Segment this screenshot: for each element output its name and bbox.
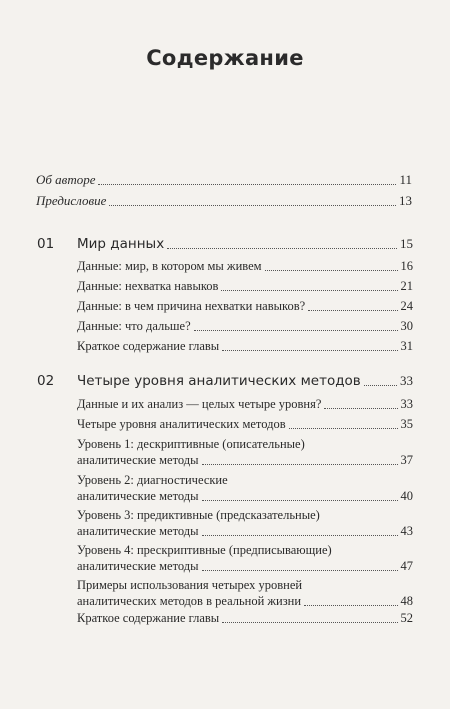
toc-entry-label: Об авторе <box>36 172 96 187</box>
leader-dots <box>98 183 396 185</box>
leader-dots <box>202 463 398 465</box>
leader-dots <box>202 499 398 501</box>
toc-page-number: 16 <box>400 259 413 273</box>
leader-dots <box>289 427 398 429</box>
leader-dots <box>221 289 397 291</box>
toc-section <box>77 472 413 504</box>
toc-entry-label: Данные: что дальше? <box>77 319 191 333</box>
toc-page-number: 33 <box>400 397 413 411</box>
leader-dots <box>167 247 397 249</box>
toc-page-number: 47 <box>400 559 413 573</box>
toc-page-number: 15 <box>400 236 413 251</box>
toc-entry-label: Данные и их анализ — целых четыре уровня? <box>77 397 322 411</box>
leader-dots <box>308 309 397 311</box>
toc-section <box>77 610 413 626</box>
toc-entry-label-line1: Уровень 1: дескриптивные (описательные) <box>77 437 305 451</box>
toc-section <box>77 318 413 334</box>
toc-entry-label-line2: аналитических методов в реальной жизни <box>77 594 302 608</box>
toc-section <box>77 258 413 274</box>
toc-entry-label-line2: аналитические методы <box>77 524 199 538</box>
toc-entry-label-line2: аналитические методы <box>77 489 199 503</box>
toc-entry-label-line1: Примеры использования четырех уровней <box>77 578 303 592</box>
chapter-title: Четыре уровня аналитических методов <box>77 373 361 389</box>
chapter-number: 01 <box>37 236 55 252</box>
toc-section <box>77 396 413 412</box>
toc-entry-label-line1: Уровень 2: диагностические <box>77 473 228 487</box>
toc-page-number: 35 <box>400 417 413 431</box>
toc-section <box>77 278 413 294</box>
toc-chapter-02 <box>37 373 413 389</box>
toc-entry-label: Краткое содержание главы <box>77 611 220 625</box>
toc-section <box>77 436 413 468</box>
leader-dots <box>222 621 397 623</box>
leader-dots <box>222 349 397 351</box>
chapter-number: 02 <box>37 373 55 389</box>
toc-section <box>77 416 413 432</box>
page-title: Содержание <box>146 46 304 70</box>
chapter-title: Мир данных <box>77 236 165 252</box>
toc-section <box>77 577 413 609</box>
toc-chapter-01 <box>37 236 413 252</box>
toc-page-number: 24 <box>400 299 413 313</box>
toc-entry-label: Данные: мир, в котором мы живем <box>77 259 262 273</box>
leader-dots <box>194 329 398 331</box>
toc-page-number: 40 <box>400 489 413 503</box>
leader-dots <box>364 384 397 386</box>
toc-page-number: 13 <box>399 193 412 208</box>
toc-entry-about-author <box>36 172 412 188</box>
toc-page-number: 21 <box>400 279 413 293</box>
toc-section <box>77 507 413 539</box>
leader-dots <box>202 534 398 536</box>
toc-entry-preface <box>36 193 412 209</box>
toc-section <box>77 542 413 574</box>
toc-entry-label-line1: Уровень 3: предиктивные (предсказательные) <box>77 508 320 522</box>
leader-dots <box>304 604 397 606</box>
toc-entry-label: Краткое содержание главы <box>77 339 220 353</box>
leader-dots <box>202 569 398 571</box>
toc-entry-label: Данные: нехватка навыков <box>77 279 219 293</box>
toc-entry-label-line1: Уровень 4: прескриптивные (предписывающие) <box>77 543 332 557</box>
leader-dots <box>324 407 397 409</box>
toc-page-number: 48 <box>400 594 413 608</box>
toc-page-number: 52 <box>400 611 413 625</box>
leader-dots <box>265 269 398 271</box>
toc-page-number: 43 <box>400 524 413 538</box>
toc-page-number: 30 <box>400 319 413 333</box>
leader-dots <box>109 204 396 206</box>
toc-page-number: 37 <box>400 453 413 467</box>
toc-section <box>77 338 413 354</box>
toc-entry-label: Четыре уровня аналитических методов <box>77 417 286 431</box>
toc-page-number: 33 <box>400 373 413 388</box>
toc-entry-label: Данные: в чем причина нехватки навыков? <box>77 299 306 313</box>
toc-entry-label-line2: аналитические методы <box>77 559 199 573</box>
toc-page-number: 31 <box>400 339 413 353</box>
toc-entry-label: Предисловие <box>36 193 107 208</box>
toc-page-number: 11 <box>399 172 412 187</box>
toc-section <box>77 298 413 314</box>
toc-entry-label-line2: аналитические методы <box>77 453 199 467</box>
